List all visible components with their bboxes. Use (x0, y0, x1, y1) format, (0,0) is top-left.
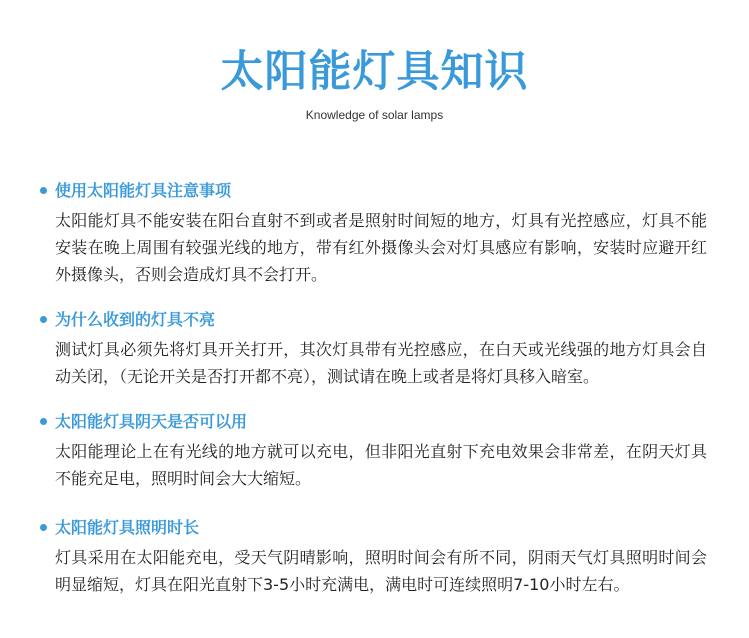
section-lighting-duration (40, 516, 720, 598)
section-body: 太阳能灯具不能安装在阳台直射不到或者是照射时间短的地方，灯具有光控感应，灯具不能安装在晚上周围有较强光线的地方，带有红外摄像头会对灯具感应有影响，安装时应避开红外摄像头，否则会造成灯具不会打开。 (55, 211, 707, 284)
section-cloudy-days (40, 410, 720, 492)
bullet-dot-icon (40, 187, 47, 194)
section-body: 太阳能理论上在有光线的地方就可以充电，但非阳光直射下充电效果会非常差，在阴天灯具不能充足电，照明时间会大大缩短。 (55, 442, 707, 488)
section-header (40, 516, 720, 540)
page-title: 太阳能灯具知识 (220, 47, 529, 97)
section-header (40, 308, 720, 332)
section-header (40, 410, 720, 434)
section-header (40, 179, 720, 203)
section-heading: 使用太阳能灯具注意事项 (55, 181, 232, 200)
bullet-dot-icon (40, 524, 47, 531)
section-body: 测试灯具必须先将灯具开关打开，其次灯具带有光控感应，在白天或光线强的地方灯具会自动关闭，（无论开关是否打开都不亮），测试请在晚上或者是将灯具移入暗室。 (55, 340, 707, 386)
bullet-dot-icon (40, 418, 47, 425)
section-heading: 太阳能灯具阴天是否可以用 (55, 412, 248, 431)
section-heading: 为什么收到的灯具不亮 (55, 310, 216, 329)
section-not-lighting (40, 308, 720, 390)
section-heading: 太阳能灯具照明时长 (55, 518, 200, 537)
page-subtitle: Knowledge of solar lamps (305, 108, 444, 122)
section-usage-notes (40, 179, 720, 288)
section-body: 灯具采用在太阳能充电，受天气阴晴影响，照明时间会有所不同，阴雨天气灯具照明时间会明显缩短，灯具在阳光直射下3-5小时充满电，满电时可连续照明7-10小时左右。 (55, 548, 707, 594)
bullet-dot-icon (40, 316, 47, 323)
